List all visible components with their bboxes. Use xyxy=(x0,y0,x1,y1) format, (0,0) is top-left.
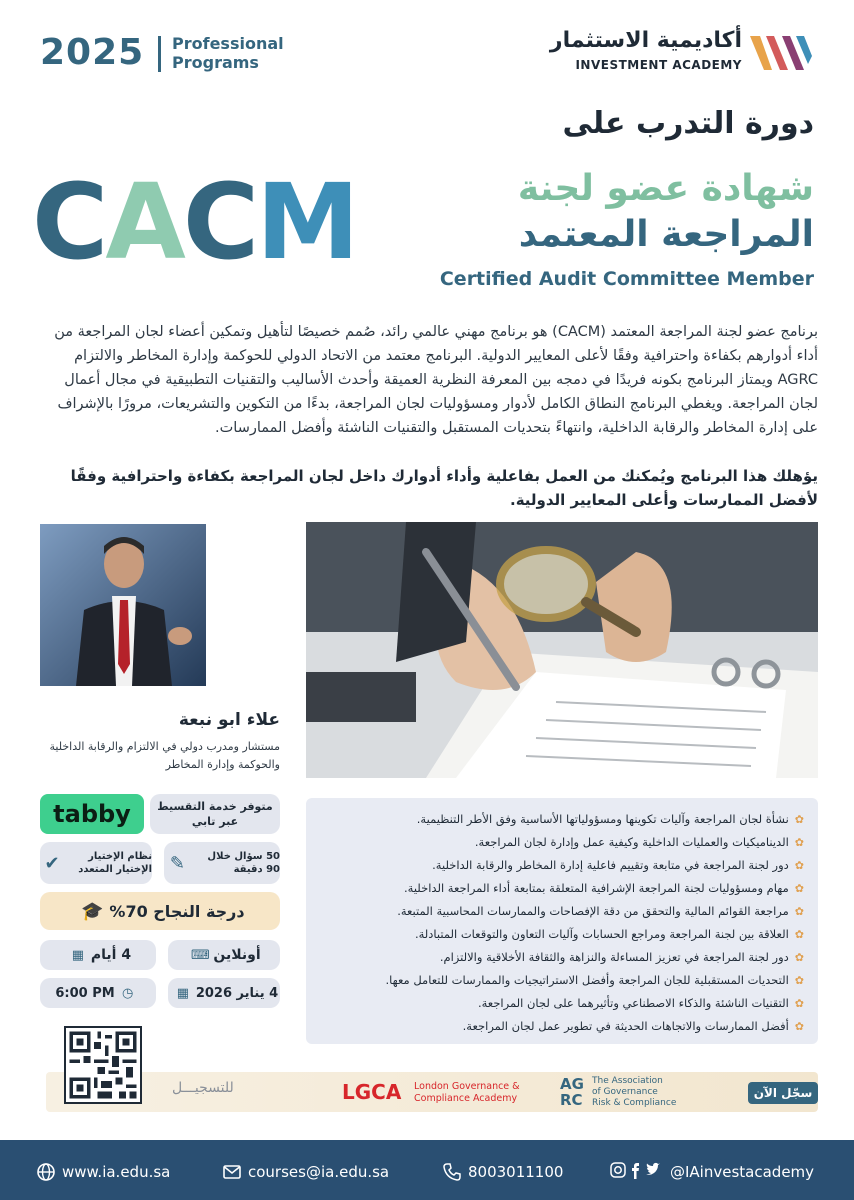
course-benefit: يؤهلك هذا البرنامج ويُمكنك من العمل بفاعلية وأداء أدوارك داخل لجان المراجعة بكفاءة واحترافية وفقًا لأفضل الممارسات وأعلى المعايير الدولية. xyxy=(70,467,818,509)
exam-sheet-icon: ✎ xyxy=(169,852,185,874)
duration: 4 أيام ▦ xyxy=(40,940,156,970)
trainer-photo xyxy=(40,524,206,686)
trainer-figure xyxy=(40,524,206,686)
globe-icon xyxy=(36,1162,56,1182)
list-item: ✿التحديات المستقبلية للجان المراجعة وأفضل الاستراتيجيات والممارسات للتعامل معها. xyxy=(385,973,804,987)
delivery-mode: أونلاين ⌨ xyxy=(168,940,280,970)
calendar-icon: ▦ xyxy=(71,947,85,963)
graduate-icon: 🎓 xyxy=(81,900,104,922)
agrc-name: The Association of Governance Risk & Compliance xyxy=(592,1076,677,1108)
programs-label: Professional Programs xyxy=(172,34,284,72)
exam-questions: 50 سؤال خلال 90 دقيقة ✎ xyxy=(164,842,280,884)
bullet-icon: ✿ xyxy=(794,836,804,849)
bullet-icon: ✿ xyxy=(794,974,804,987)
list-item: ✿دور لجنة المراجعة في متابعة وتقييم فاعلية إدارة المخاطر والرقابة الداخلية. xyxy=(432,858,804,872)
topics-list xyxy=(306,798,818,1044)
trainer-name: علاء ابو نبعة xyxy=(178,710,280,730)
pass-rate: درجة النجاح 70% 🎓 xyxy=(40,892,280,930)
academy-logo-arabic: أكاديمية الاستثمار xyxy=(549,28,742,53)
bullet-icon: ✿ xyxy=(794,905,804,918)
course-title-arabic-line1: شهادة عضو لجنة xyxy=(517,168,814,209)
register-now-button[interactable]: سجّل الآن xyxy=(748,1082,818,1104)
course-acronym: CACM xyxy=(32,161,357,283)
list-item: ✿الديناميكيات والعمليات الداخلية وكيفية عمل وإدارة لجان المراجعة. xyxy=(474,835,804,849)
phone-icon xyxy=(442,1162,462,1182)
social-links[interactable]: @IAinvestacademy xyxy=(610,1162,814,1182)
trainer-role: مستشار ومدرب دولي في الالتزام والرقابة الداخلية والحوكمة وإدارة المخاطر xyxy=(49,740,280,771)
start-date: 4 يناير 2026 ▦ xyxy=(168,978,280,1008)
list-item: ✿مراجعة القوائم المالية والتحقق من دقة الإفصاحات والممارسات المحاسبية المتبعة. xyxy=(397,904,804,918)
list-item: ✿العلاقة بين لجنة المراجعة ومراجع الحسابات وآليات التعاون والتوقعات المتبادلة. xyxy=(414,927,804,941)
list-item: ✿نشأة لجان المراجعة وآليات تكوينها ومسؤولياتها الأساسية وفق الأطر التنظيمية. xyxy=(416,812,804,826)
list-item: ✿مهام ومسؤوليات لجنة المراجعة الإشرافية المتعلقة بمتابعة أداء المراجعة الداخلية. xyxy=(404,881,804,895)
clock-icon: ◷ xyxy=(121,985,134,1001)
list-item: ✿التقنيات الناشئة والذكاء الاصطناعي وتأثيرهما على لجان المراجعة. xyxy=(477,996,804,1010)
agrc-logo: AG RC xyxy=(560,1075,584,1109)
start-time: 6:00 PM ◷ xyxy=(40,978,156,1008)
bullet-icon: ✿ xyxy=(794,928,804,941)
tabby-logo: tabby xyxy=(40,794,144,834)
mail-icon xyxy=(222,1162,242,1182)
course-title-english: Certified Audit Committee Member xyxy=(439,268,814,290)
bullet-icon: ✿ xyxy=(794,1020,804,1033)
phone-link[interactable]: 8003011100 xyxy=(442,1162,563,1182)
list-item: ✿أفضل الممارسات والاتجاهات الحديثة في تطوير عمل لجان المراجعة. xyxy=(462,1019,804,1033)
qr-code[interactable] xyxy=(64,1026,142,1104)
website-link[interactable]: www.ia.edu.sa xyxy=(36,1162,170,1182)
check-badge-icon: ✔ xyxy=(44,852,60,874)
course-intro: دورة التدرب على xyxy=(562,106,814,141)
lgca-logo: LGCA xyxy=(342,1080,402,1104)
lgca-name: London Governance & Compliance Academy xyxy=(414,1081,520,1104)
footer xyxy=(0,1140,854,1200)
course-description: برنامج عضو لجنة المراجعة المعتمد (CACM) هو برنامج مهني عالمي رائد، صُمم خصيصًا لتأهيل وتمكين أعضاء لجان المراجعة من أداء أدوارهم بكفاءة واحترافية وفقًا لأعلى المعايير الدولية. البرنامج معتمد من الاتحاد الدولي للحوكمة وإدارة المخاطر والالتزام AGRC ويمتاز البرنامج بكونه فريدًا في دمجه بين المعرفة النظرية العميقة وأحدث الأساليب والتقنيات التطبيقية في مجال أعمال لجان المراجعة. ويغطي البرنامج النطاق الكامل لأدوار ومسؤوليات لجان المراجعة، بدءًا من التكوين والتشريعات، مرورًا بالإشراف على إدارة المخاطر والرقابة الداخلية، وانتهاءً بتحديات المستقبل والتقنيات الناشئة وأفضل الممارسات. xyxy=(54,324,818,436)
course-title-arabic-line2: المراجعة المعتمد xyxy=(518,214,814,255)
register-label: للتسجيـــل xyxy=(172,1080,234,1096)
laptop-icon: ⌨ xyxy=(190,947,210,963)
installment-note: متوفر خدمة التقسيط عبر تابي xyxy=(150,794,280,834)
bullet-icon: ✿ xyxy=(794,997,804,1010)
calendar-date-icon: ▦ xyxy=(176,985,189,1001)
email-link[interactable]: courses@ia.edu.sa xyxy=(222,1162,389,1182)
course-photo xyxy=(306,522,818,778)
exam-system: نظام الإختيار الإختيار المتعدد ✔ xyxy=(40,842,152,884)
bullet-icon: ✿ xyxy=(794,859,804,872)
instagram-facebook-twitter-icon xyxy=(610,1162,664,1182)
list-item: ✿دور لجنة المراجعة في تعزيز المساءلة والنزاهة والثقافة الأخلاقية والالتزام. xyxy=(439,950,804,964)
bullet-icon: ✿ xyxy=(794,882,804,895)
year-divider xyxy=(158,36,161,72)
academy-logo-icon xyxy=(746,30,814,76)
academy-logo-english: INVESTMENT ACADEMY xyxy=(575,58,742,72)
magnifier-illustration xyxy=(306,522,818,778)
bullet-icon: ✿ xyxy=(794,813,804,826)
year: 2025 xyxy=(40,32,145,73)
bullet-icon: ✿ xyxy=(794,951,804,964)
